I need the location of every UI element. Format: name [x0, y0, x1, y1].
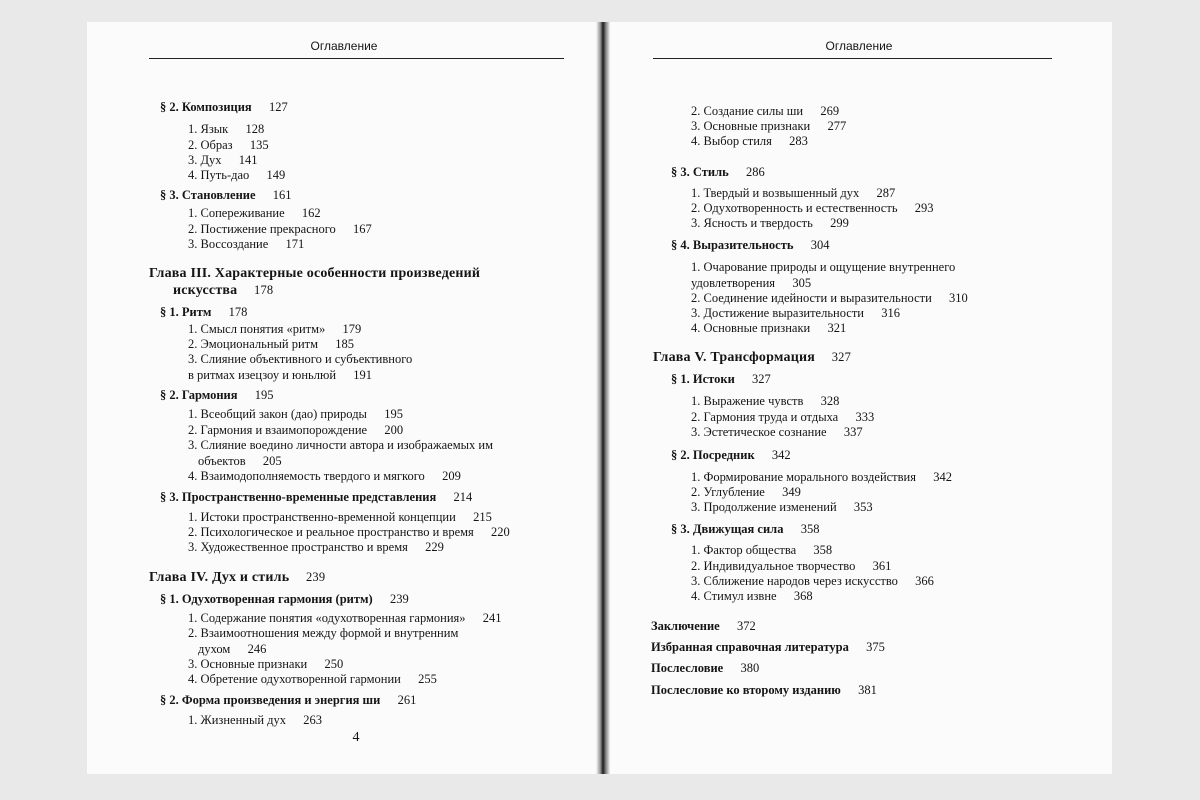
toc-page-number: 127: [268, 100, 288, 114]
toc-page-number: 161: [272, 188, 292, 202]
toc-page-number: 214: [453, 490, 473, 504]
toc-page-number: 327: [831, 350, 852, 364]
header-rule: [653, 58, 1052, 59]
toc-entry-title: 3. Ясность и твердость: [691, 216, 813, 230]
toc-entry-title: 3. Эстетическое сознание: [691, 425, 827, 439]
toc-entry-title: 4. Взаимодополняемость твердого и мягкого: [188, 469, 425, 483]
toc-entry-title: удовлетворения: [691, 276, 776, 290]
toc-entry-title: § 3. Становление: [160, 188, 256, 202]
toc-entry-title: 1. Формирование морального воздействия: [691, 470, 916, 484]
toc-entry-title: 3. Дух: [188, 153, 222, 167]
toc-page-number: 239: [389, 592, 409, 606]
toc-page-number: 361: [872, 559, 892, 573]
toc-page-number: 269: [820, 104, 840, 118]
toc-page-number: 171: [285, 237, 305, 251]
toc-entry-title: § 3. Пространственно-временные представления: [160, 490, 437, 504]
toc-page-number: 381: [858, 683, 877, 697]
toc-page-number: 229: [425, 540, 444, 554]
toc-page-number: 293: [914, 201, 934, 215]
toc-entry-title: 1. Всеобщий закон (дао) природы: [188, 407, 367, 421]
toc-entry-title: § 1. Ритм: [160, 305, 212, 319]
toc-entry-title: 2. Создание силы ши: [691, 104, 804, 118]
toc-page-number: 287: [876, 186, 896, 200]
toc-page-number: 220: [491, 525, 510, 539]
toc-entry-title: 1. Твердый и возвышенный дух: [691, 186, 860, 200]
toc-entry-title: 4. Выбор стиля: [691, 134, 772, 148]
toc-entry-title: духом: [198, 642, 231, 656]
toc-page-number: 179: [342, 322, 362, 336]
toc-entry-title: 2. Постижение прекрасного: [188, 222, 336, 236]
toc-page-number: 349: [782, 485, 801, 499]
toc-page-number: 304: [810, 238, 830, 252]
toc-entry-title: 3. Продолжение изменений: [691, 500, 837, 514]
toc-entry-title: 4. Основные признаки: [691, 321, 811, 335]
toc-page-number: 200: [384, 423, 404, 437]
toc-page-number: 209: [442, 469, 461, 483]
header-rule: [149, 58, 564, 59]
toc-entry-title: 4. Стимул извне: [691, 589, 777, 603]
toc-entry-title: 4. Обретение одухотворенной гармонии: [188, 672, 401, 686]
toc-entry-title: 3. Основные признаки: [691, 119, 811, 133]
toc-page-number: 263: [303, 713, 323, 727]
toc-entry-title: 2. Гармония и взаимопорождение: [188, 423, 368, 437]
toc-page-number: 195: [254, 388, 274, 402]
toc-entry-title: 1. Жизненный дух: [188, 713, 287, 727]
toc-entry-title: 2. Соединение идейности и выразительности: [691, 291, 932, 305]
toc-entry-title: 1. Сопереживание: [188, 206, 285, 220]
toc-entry-title: 3. Художественное пространство и время: [188, 540, 408, 554]
toc-page-number: 358: [800, 522, 820, 536]
toc-page-number: 305: [792, 276, 812, 290]
toc-page-number: 299: [830, 216, 849, 230]
toc-page-number: 205: [262, 454, 282, 468]
toc-entry-title: 3. Достижение выразительности: [691, 306, 864, 320]
toc-page-number: 342: [933, 470, 952, 484]
toc-page-number: 380: [740, 661, 760, 675]
toc-page-number: 246: [247, 642, 267, 656]
toc-page-number: 195: [384, 407, 403, 421]
toc-page-number: 149: [266, 168, 286, 182]
toc-page-number: 310: [949, 291, 968, 305]
toc-entry-text: Глава III. Характерные особенности произведений: [149, 266, 481, 281]
toc-entry-title: искусства: [173, 283, 238, 298]
toc-page-number: 286: [745, 165, 765, 179]
toc-entry-title: Послесловие ко второму изданию: [651, 683, 841, 697]
right-page: [606, 22, 1112, 774]
toc-entry-title: § 1. Одухотворенная гармония (ритм): [160, 592, 373, 606]
toc-entry-title: 4. Путь-дао: [188, 168, 250, 182]
toc-entry-title: 1. Содержание понятия «одухотворенная гармония»: [188, 611, 466, 625]
toc-page-number: 215: [473, 510, 492, 524]
running-header: Оглавление: [310, 39, 378, 53]
toc-entry-title: Заключение: [651, 619, 720, 633]
toc-entry-title: 1. Истоки пространственно-временной концепции: [188, 510, 456, 524]
toc-entry-title: § 2. Композиция: [160, 100, 252, 114]
toc-entry-title: 2. Одухотворенность и естественность: [691, 201, 898, 215]
toc-page-number: 358: [813, 543, 833, 557]
toc-entry-title: Послесловие: [651, 661, 724, 675]
toc-entry-title: 2. Индивидуальное творчество: [691, 559, 856, 573]
toc-page-number: 283: [789, 134, 808, 148]
toc-page-number: 277: [827, 119, 847, 133]
toc-page-number: 135: [249, 138, 269, 152]
toc-page-number: 178: [228, 305, 248, 319]
toc-entry-title: 2. Гармония труда и отдыха: [691, 410, 839, 424]
toc-entry-title: 3. Сближение народов через искусство: [691, 574, 898, 588]
toc-page-number: 178: [254, 283, 274, 297]
toc-page-number: 185: [335, 337, 355, 351]
toc-entry-title: 2. Психологическое и реальное пространство и время: [188, 525, 474, 539]
toc-entry-title: § 4. Выразительность: [671, 238, 794, 252]
toc-page-number: 375: [866, 640, 885, 654]
toc-page-number: 128: [245, 122, 265, 136]
toc-page-number: 353: [853, 500, 873, 514]
toc-page-number: 337: [843, 425, 863, 439]
toc-page-number: 261: [397, 693, 417, 707]
toc-entry-title: § 3. Стиль: [671, 165, 729, 179]
toc-entry-title: Избранная справочная литература: [651, 640, 849, 654]
toc-page-number: 366: [915, 574, 934, 588]
book-spine-shadow: [596, 22, 610, 774]
toc-entry-title: § 2. Форма произведения и энергия ши: [160, 693, 381, 707]
page-number: 4: [352, 730, 360, 745]
toc-page-number: 167: [353, 222, 372, 236]
toc-entry-title: 2. Эмоциональный ритм: [188, 337, 319, 351]
toc-entry-title: § 2. Посредник: [671, 448, 755, 462]
toc-page-number: 239: [305, 570, 326, 584]
toc-page-number: 342: [771, 448, 791, 462]
toc-page-number: 328: [820, 394, 840, 408]
toc-entry-title: 2. Образ: [188, 138, 233, 152]
toc-entry-title: Глава V. Трансформация: [653, 350, 816, 365]
toc-page-number: 191: [353, 368, 373, 382]
toc-page-number: 255: [418, 672, 437, 686]
toc-entry-title: 3. Основные признаки: [188, 657, 308, 671]
toc-page-number: 141: [238, 153, 258, 167]
toc-entry-title: 1. Язык: [188, 122, 229, 136]
toc-entry-text: 1. Очарование природы и ощущение внутреннего: [691, 260, 956, 274]
toc-entry-title: объектов: [198, 454, 246, 468]
toc-page-number: 327: [752, 372, 771, 386]
toc-entry-title: 3. Воссоздание: [188, 237, 269, 251]
toc-page-number: 162: [301, 206, 321, 220]
toc-entry-text: 3. Слияние воедино личности автора и изображаемых им: [188, 438, 493, 452]
toc-page-number: 250: [324, 657, 344, 671]
toc-page-number: 241: [482, 611, 502, 625]
toc-entry-title: § 2. Гармония: [160, 388, 238, 402]
running-header: Оглавление: [825, 39, 893, 53]
toc-entry-title: § 1. Истоки: [671, 372, 735, 386]
left-page: [87, 22, 601, 774]
toc-page-number: 333: [855, 410, 875, 424]
toc-entry-title: Глава IV. Дух и стиль: [149, 570, 290, 585]
toc-page-number: 321: [827, 321, 847, 335]
toc-entry-title: 2. Углубление: [691, 485, 765, 499]
toc-page-number: 316: [881, 306, 900, 320]
toc-entry-title: 1. Смысл понятия «ритм»: [188, 322, 326, 336]
toc-entry-title: 1. Фактор общества: [691, 543, 797, 557]
toc-page-number: 368: [793, 589, 813, 603]
toc-entry-text: 3. Слияние объективного и субъективного: [188, 352, 413, 366]
toc-entry-title: 1. Выражение чувств: [691, 394, 804, 408]
toc-entry-text: 2. Взаимоотношения между формой и внутренним: [188, 626, 459, 640]
toc-entry-title: § 3. Движущая сила: [671, 522, 784, 536]
toc-entry-title: в ритмах изецзоу и юньлюй: [188, 368, 337, 382]
toc-page-number: 372: [736, 619, 756, 633]
